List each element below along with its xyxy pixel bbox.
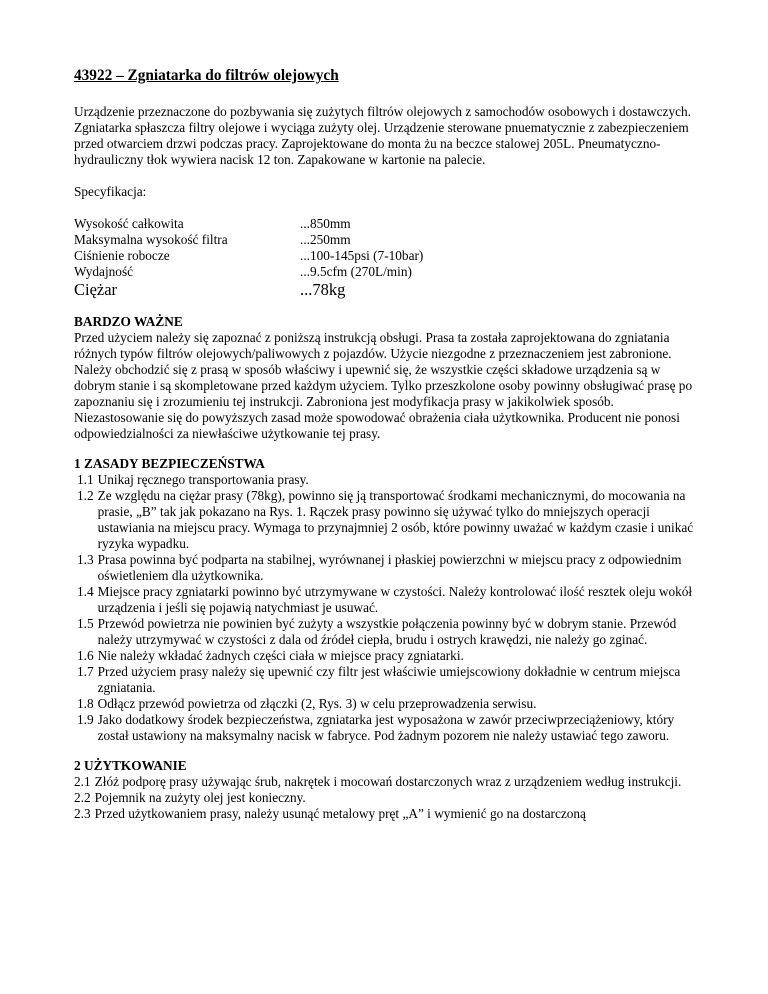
item-number: 1.7 xyxy=(77,664,94,679)
spec-heading: Specyfikacja: xyxy=(74,184,147,199)
item-text: Nie należy wkładać żadnych części ciała w miejsce pracy zgniatarki. xyxy=(97,648,464,663)
item-number: 1.3 xyxy=(77,552,94,567)
spec-row xyxy=(74,264,704,280)
document-page xyxy=(74,66,704,822)
item-number: 1.9 xyxy=(77,712,94,727)
section2-list xyxy=(74,774,704,822)
item-text: Miejsce pracy zgniatarki powinno być utrzymywane w czystości. Należy kontrolować ilość resztek oleju wokół urządzenia i jeśli się pojawią natychmiast je usuwać. xyxy=(97,584,693,615)
spec-value: ...250mm xyxy=(300,232,351,247)
item-text: Jako dodatkowy środek bezpieczeństwa, zgniatarka jest wyposażona w zawór przeciwprzeciążeniowy, który został ustawiony na maksymalny nacisk w fabryce. Pod żadnym pozorem nie należy ustawiać tego zaworu. xyxy=(97,712,675,743)
document-title: 43922 – Zgniatarka do filtrów olejowych xyxy=(74,67,339,84)
list-item xyxy=(77,696,704,712)
spec-label: Wydajność xyxy=(74,264,134,279)
spec-value: ...100-145psi (7-10bar) xyxy=(300,248,424,263)
list-item xyxy=(77,472,704,488)
section1-heading: 1 ZASADY BEZPIECZEŃSTWA xyxy=(74,456,265,471)
section2-heading: 2 UŻYTKOWANIE xyxy=(74,758,187,773)
item-text: Prasa powinna być podparta na stabilnej, wyrównanej i płaskiej powierzchni w miejscu pracy z odpowiednim oświetleniem dla użytkownika. xyxy=(97,552,682,583)
spec-row xyxy=(74,232,704,248)
item-text: Ze względu na ciężar prasy (78kg), powinno się ją transportować środkami mechanicznymi, do mocowania na prasie, „B” tak jak pokazano na Rys. 1. Rączek prasy powinno się używać tylko do mniejszych operacji ustawiania na miejscu pracy. Wymaga to przynajmniej 2 osób, które powinny uważać w każdym czasie i unikać ryzyka wypadku. xyxy=(97,488,694,551)
item-text: Przewód powietrza nie powinien być zużyty a wszystkie połączenia powinny być w dobrym stanie. Przewód należy utrzymywać w czystości z dala od źródeł ciepła, brudu i ostrych krawędzi, nie należy go zginać. xyxy=(97,616,677,647)
item-text: Przed użytkowaniem prasy, należy usunąć metalowy pręt „A” i wymienić go na dostarczoną xyxy=(94,806,586,821)
item-text: Unikaj ręcznego transportowania prasy. xyxy=(97,472,309,487)
spec-row xyxy=(74,216,704,232)
item-number: 1.6 xyxy=(77,648,94,663)
spec-value: ...850mm xyxy=(300,216,351,231)
spec-label: Maksymalna wysokość filtra xyxy=(74,232,228,247)
item-number: 2.2 xyxy=(74,790,91,805)
item-number: 2.1 xyxy=(74,774,91,789)
spec-label: Ciężar xyxy=(74,280,118,299)
spec-row xyxy=(74,248,704,264)
list-item xyxy=(77,712,704,744)
item-number: 1.4 xyxy=(77,584,94,599)
item-number: 1.8 xyxy=(77,696,94,711)
spec-table xyxy=(74,216,704,300)
item-number: 1.1 xyxy=(77,472,94,487)
item-text: Odłącz przewód powietrza od złączki (2, Rys. 3) w celu przeprowadzenia serwisu. xyxy=(97,696,537,711)
item-text: Złóż podporę prasy używając śrub, nakrętek i mocowań dostarczonych wraz z urządzeniem według instrukcji. xyxy=(94,774,682,789)
intro-paragraph: Urządzenie przeznaczone do pozbywania się zużytych filtrów olejowych z samochodów osobowych i dostawczych. Zgniatarka spłaszcza filtry olejowe i wyciąga zużyty olej. Urządzenie sterowane pnuematycznie z zabezpieczeniem przed otwarciem drzwi podczas pracy. Zaprojektowane do monta żu na beczce stalowej 205L. Pneumatyczno-hydrauliczny tłok wywiera nacisk 12 ton. Zapakowane w kartonie na palecie. xyxy=(74,104,691,167)
spec-value: ...9.5cfm (270L/min) xyxy=(300,264,412,279)
spec-value: ...78kg xyxy=(300,280,346,299)
spec-label: Ciśnienie robocze xyxy=(74,248,170,263)
item-number: 2.3 xyxy=(74,806,91,821)
list-item xyxy=(74,774,704,790)
item-number: 1.5 xyxy=(77,616,94,631)
spec-label: Wysokość całkowita xyxy=(74,216,184,231)
important-heading: BARDZO WAŻNE xyxy=(74,314,183,329)
list-item xyxy=(77,488,704,552)
list-item xyxy=(74,806,704,822)
item-text: Pojemnik na zużyty olej jest konieczny. xyxy=(94,790,306,805)
item-number: 1.2 xyxy=(77,488,94,503)
spec-row xyxy=(74,280,704,300)
list-item xyxy=(77,648,704,664)
list-item xyxy=(77,616,704,648)
section1-list xyxy=(74,472,704,744)
list-item xyxy=(77,584,704,616)
item-text: Przed użyciem prasy należy się upewnić czy filtr jest właściwie umiejscowiony dokładnie w centrum miejsca zgniatania. xyxy=(97,664,681,695)
list-item xyxy=(77,552,704,584)
list-item xyxy=(74,790,704,806)
important-paragraph: Przed użyciem należy się zapoznać z poniższą instrukcją obsługi. Prasa ta została zaprojektowana do zgniatania różnych typów filtrów olejowych/paliwowych z pojazdów. Użycie niezgodne z przeznaczeniem jest zabronione. Należy obchodzić się z prasą w sposób właściwy i upewnić się, że wszystkie części składowe urządzenia są w dobrym stanie i są skompletowane przed każdym użyciem. Tylko przeszkolone osoby powinny obsługiwać prasę po zapoznaniu się i zrozumieniu tej instrukcji. Zabroniona jest modyfikacja prasy w jakikolwiek sposób. Niezastosowanie się do powyższych zasad może spowodować obrażenia ciała użytkownika. Producent nie ponosi odpowiedzialności za niewłaściwe użytkowanie tej prasy. xyxy=(74,330,693,441)
list-item xyxy=(77,664,704,696)
